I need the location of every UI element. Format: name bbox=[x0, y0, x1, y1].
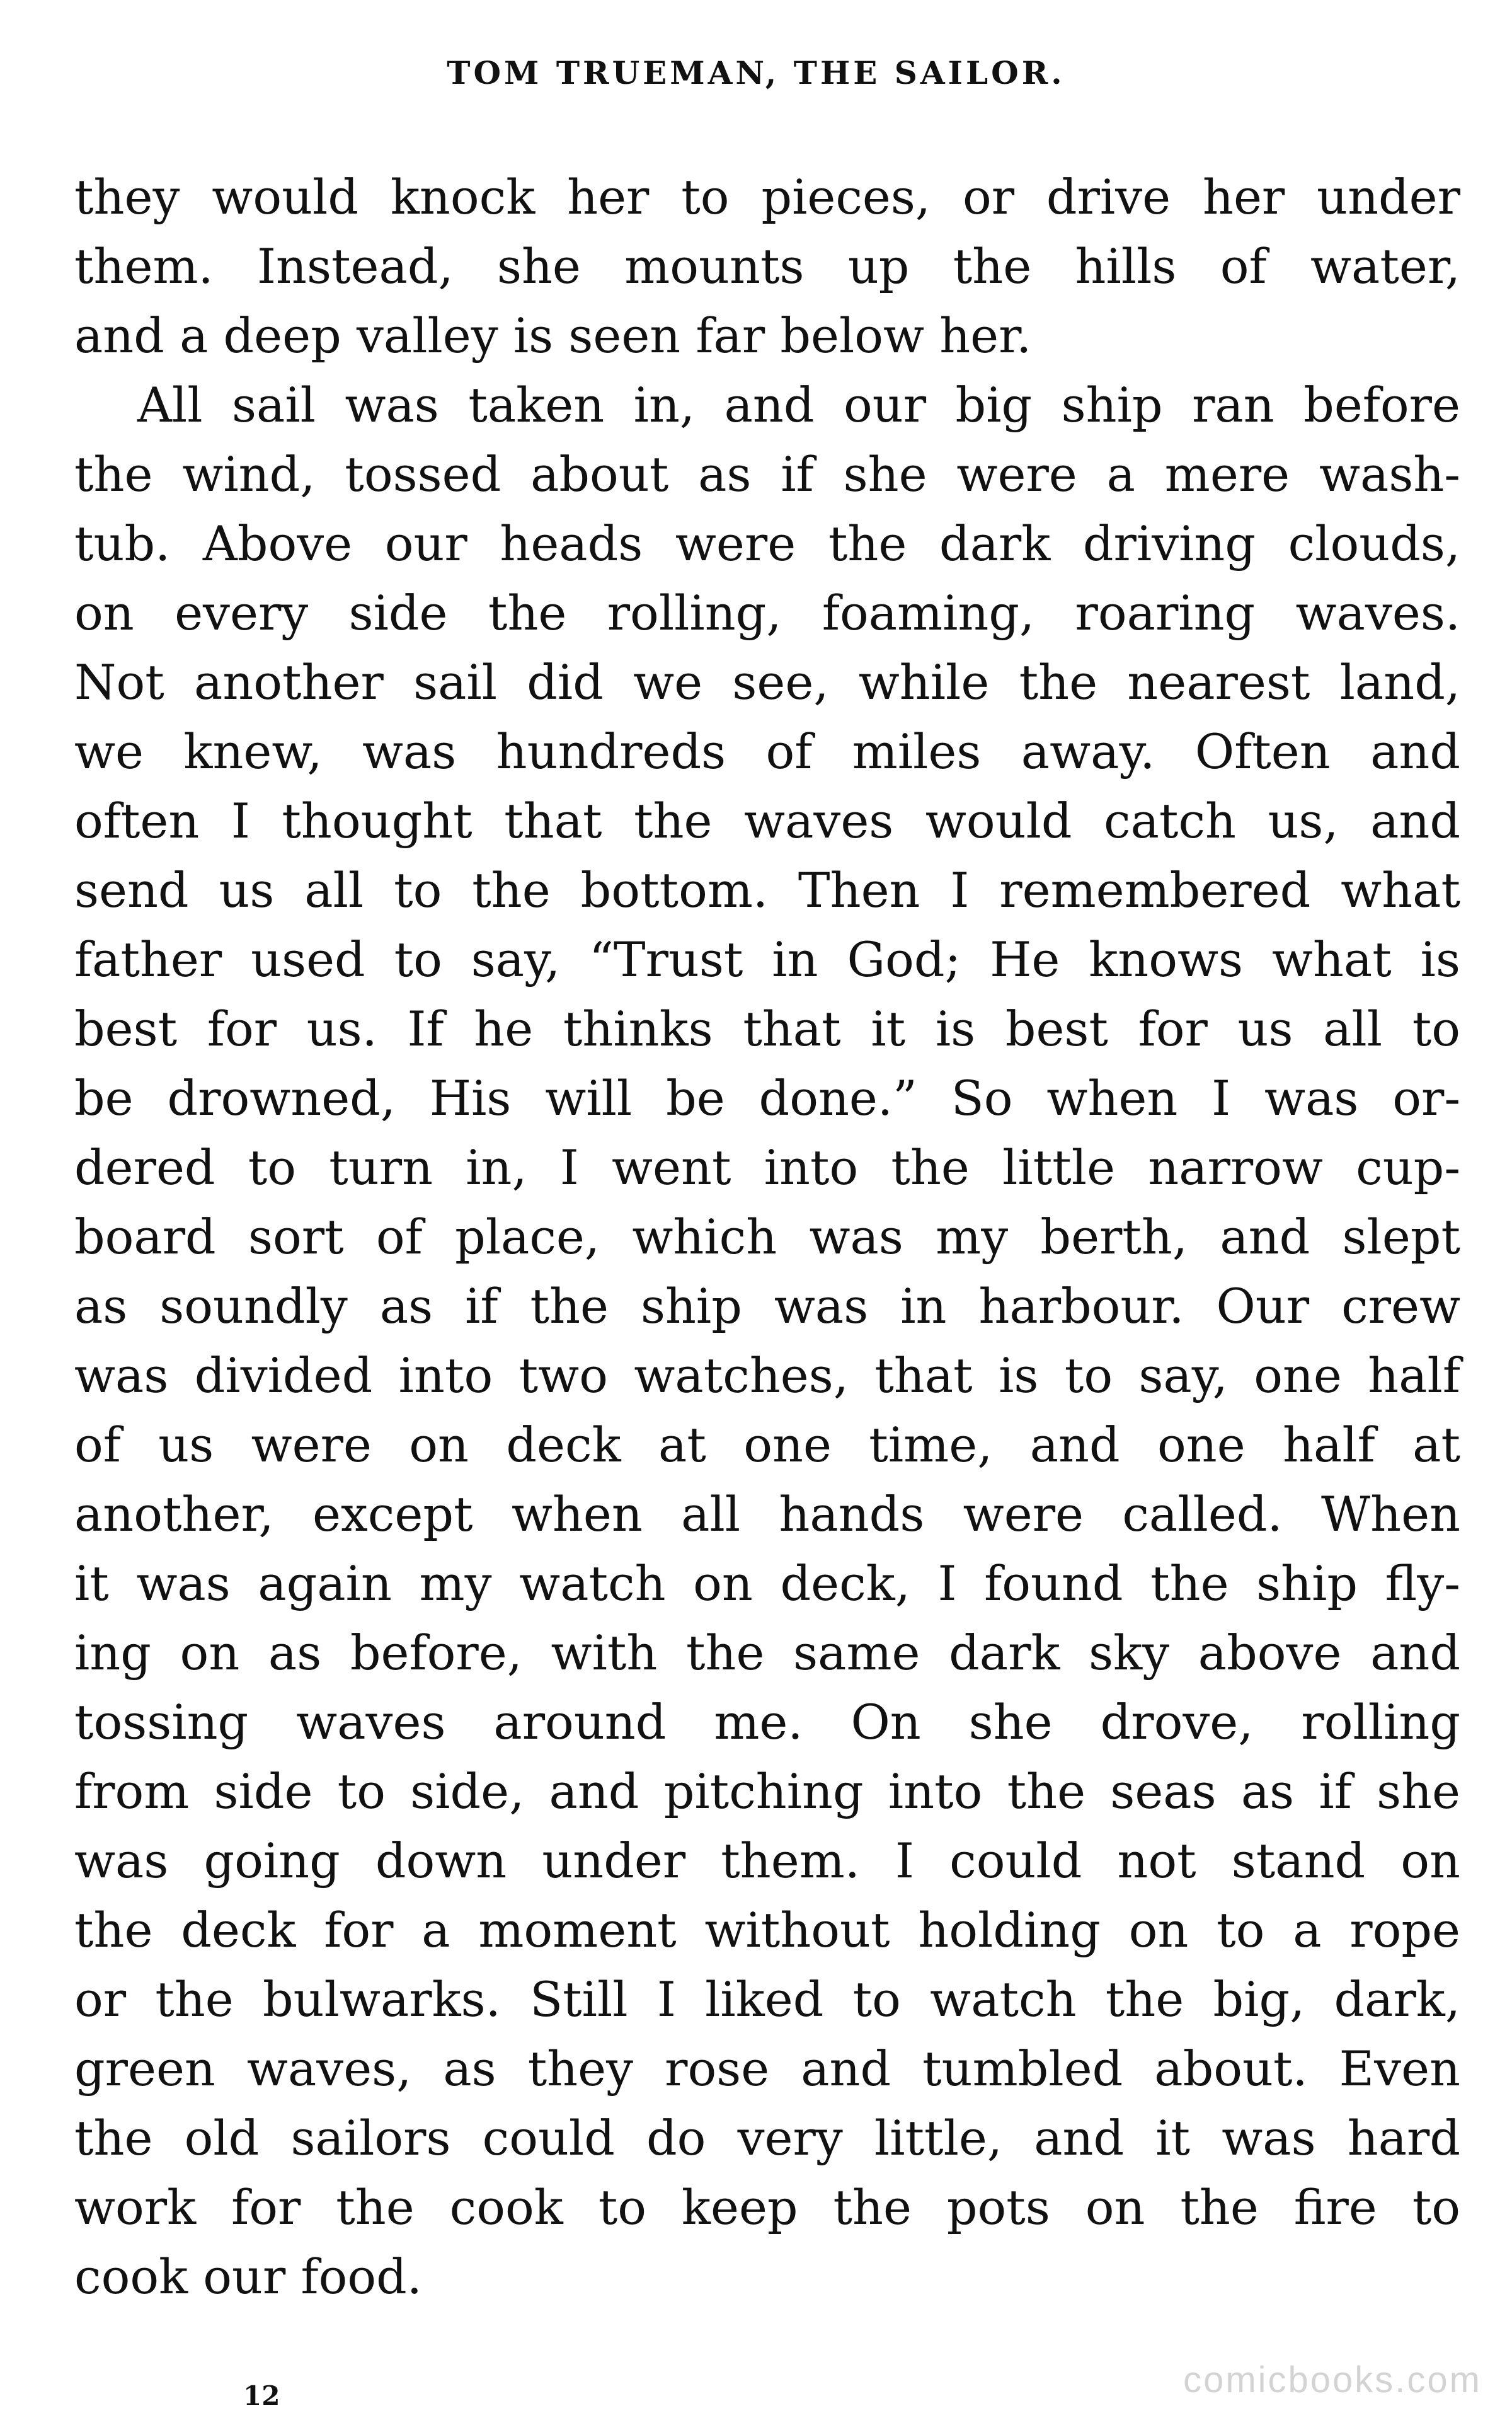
text-line: be drowned, His will be done.” So when I was or- bbox=[74, 1070, 1460, 1126]
text-line: the old sailors could do very little, and it was hard bbox=[74, 2110, 1460, 2166]
text-line: on every side the rolling, foaming, roaring waves. bbox=[74, 585, 1460, 641]
text-line: they would knock her to pieces, or drive her under bbox=[74, 169, 1460, 225]
text-line: it was again my watch on deck, I found the ship fly- bbox=[74, 1555, 1460, 1611]
text-line: dered to turn in, I went into the little narrow cup- bbox=[74, 1139, 1460, 1195]
text-line: from side to side, and pitching into the seas as if she bbox=[74, 1763, 1460, 1819]
text-line: we knew, was hundreds of miles away. Often and bbox=[74, 723, 1460, 780]
text-line: work for the cook to keep the pots on the fire to bbox=[74, 2179, 1460, 2235]
text-line: the deck for a moment without holding on to a rope bbox=[74, 1902, 1460, 1958]
text-line: cook our food. bbox=[74, 2249, 422, 2305]
text-line: the wind, tossed about as if she were a mere wash- bbox=[74, 446, 1460, 502]
text-line: All sail was taken in, and our big ship ran before bbox=[137, 377, 1460, 433]
text-line: board sort of place, which was my berth, and slept bbox=[74, 1209, 1460, 1265]
text-line: them. Instead, she mounts up the hills of water, bbox=[74, 238, 1460, 294]
text-line: often I thought that the waves would catch us, and bbox=[74, 793, 1460, 849]
signature-mark: 12 bbox=[243, 2380, 280, 2411]
text-line: father used to say, “Trust in God; He knows what is bbox=[74, 931, 1460, 988]
text-line: tossing waves around me. On she drove, rolling bbox=[74, 1694, 1460, 1750]
text-line: was going down under them. I could not stand on bbox=[74, 1833, 1460, 1889]
text-line: tub. Above our heads were the dark driving clouds, bbox=[74, 516, 1460, 572]
text-line: was divided into two watches, that is to say, one half bbox=[74, 1347, 1460, 1403]
text-line: another, except when all hands were called. When bbox=[74, 1486, 1460, 1542]
running-head: TOM TRUEMAN, THE SAILOR. bbox=[447, 54, 1065, 91]
text-line: or the bulwarks. Still I liked to watch the big, dark, bbox=[74, 1971, 1460, 2027]
text-line: send us all to the bottom. Then I remembered what bbox=[74, 862, 1460, 918]
text-line: green waves, as they rose and tumbled about. Even bbox=[74, 2041, 1460, 2097]
text-line: Not another sail did we see, while the nearest land, bbox=[74, 654, 1460, 710]
watermark: comicbooks.com bbox=[1183, 2359, 1482, 2400]
text-line: ing on as before, with the same dark sky above and bbox=[74, 1625, 1460, 1681]
text-line: of us were on deck at one time, and one half at bbox=[74, 1417, 1460, 1473]
text-line: as soundly as if the ship was in harbour. Our crew bbox=[74, 1278, 1460, 1334]
text-line: best for us. If he thinks that it is best for us all to bbox=[74, 1001, 1460, 1057]
text-line: and a deep valley is seen far below her. bbox=[74, 308, 1032, 364]
